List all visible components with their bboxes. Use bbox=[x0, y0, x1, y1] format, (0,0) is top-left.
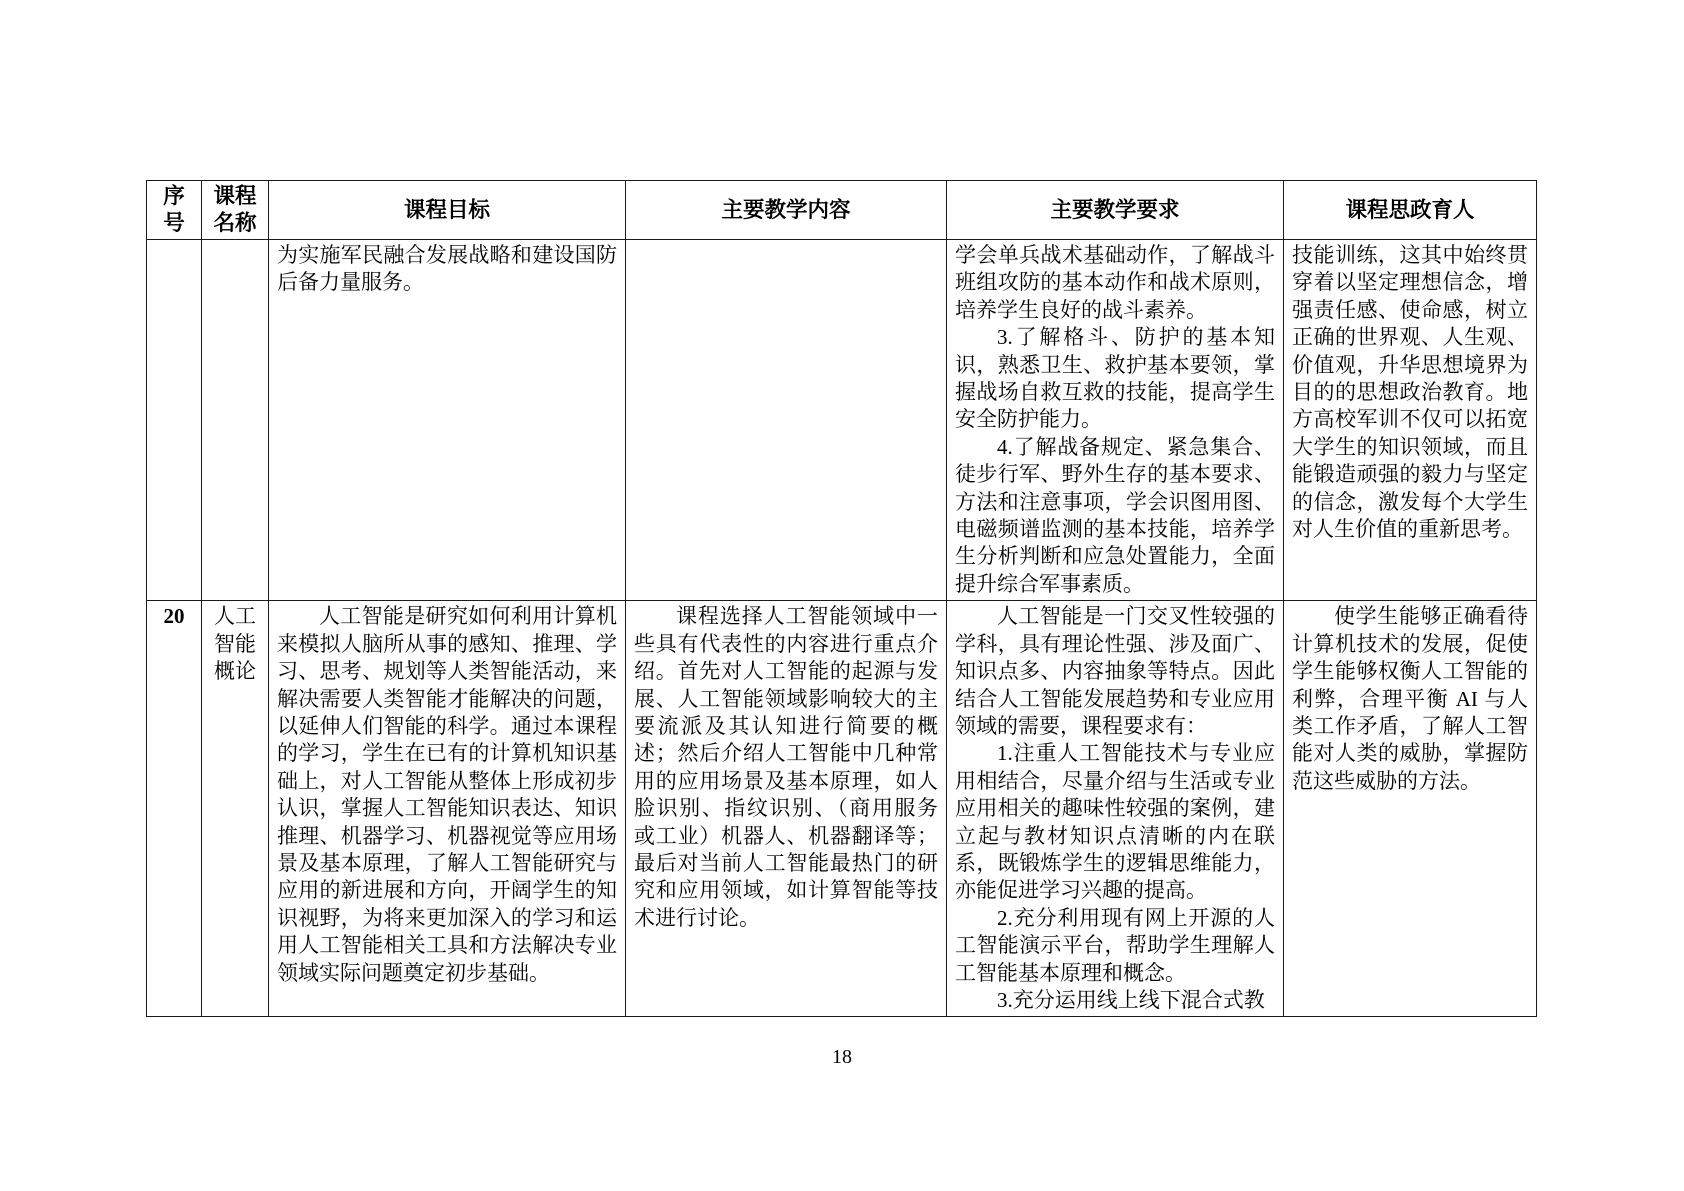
header-objectives: 课程目标 bbox=[269, 181, 626, 240]
cell-objectives bbox=[269, 240, 626, 601]
cell-requirements bbox=[947, 240, 1284, 601]
table-header bbox=[147, 181, 1537, 240]
header-requirements: 主要教学要求 bbox=[947, 181, 1284, 240]
header-seq: 序号 bbox=[147, 181, 202, 240]
cell-course-name: 人工智能概论 bbox=[202, 601, 269, 1017]
requirements-paragraph: 1.注重人工智能技术与专业应用相结合，尽量介绍与生活或专业应用相关的趣味性较强的案例，建立起与教材知识点清晰的内在联系，既锻炼学生的逻辑思维能力，亦能促进学习兴趣的提高。 bbox=[955, 741, 1275, 903]
requirements-paragraph: 3.充分运用线上线下混合式教 bbox=[997, 987, 1265, 1012]
requirements-paragraph: 3.了解格斗、防护的基本知识，熟悉卫生、救护基本要领，掌握战场自救互救的技能，提高学生安全防护能力。 bbox=[955, 325, 1275, 432]
header-content: 主要教学内容 bbox=[626, 181, 947, 240]
cell-ideology bbox=[1284, 240, 1537, 601]
cell-ideology bbox=[1284, 601, 1537, 1017]
cell-seq-empty bbox=[147, 240, 202, 601]
requirements-paragraph: 2.充分利用现有网上开源的人工智能演示平台，帮助学生理解人工智能基本原理和概念。 bbox=[955, 905, 1275, 985]
content-paragraph: 课程选择人工智能领域中一些具有代表性的内容进行重点介绍。首先对人工智能的起源与发展、人工智能领域影响较大的主要流派及其认知进行简要的概述；然后介绍人工智能中几种常用的应用场景及基本原理，如人脸识别、指纹识别、（商用服务或工业）机器人、机器翻译等；最后对当前人工智能最热门的研究和应用领域，如计算智能等技术进行讨论。 bbox=[634, 604, 938, 930]
course-syllabus-table bbox=[146, 180, 1537, 1017]
cell-requirements bbox=[947, 601, 1284, 1017]
objectives-paragraph: 为实施军民融合发展战略和建设国防后备力量服务。 bbox=[277, 243, 617, 295]
cell-course-name-empty bbox=[202, 240, 269, 601]
header-ideology: 课程思政育人 bbox=[1284, 181, 1537, 240]
ideology-paragraph: 技能训练，这其中始终贯穿着以坚定理想信念，增强责任感、使命感，树立正确的世界观、人生观、价值观，升华思想境界为目的的思想政治教育。地方高校军训不仅可以拓宽大学生的知识领域，而且能锻造顽强的毅力与坚定的信念，激发每个大学生对人生价值的重新思考。 bbox=[1292, 243, 1528, 542]
header-course-name: 课程名称 bbox=[202, 181, 269, 240]
page-number: 18 bbox=[832, 1046, 852, 1068]
requirements-paragraph: 人工智能是一门交叉性较强的学科，具有理论性强、涉及面广、知识点多、内容抽象等特点。因此结合人工智能发展趋势和专业应用领域的需要，课程要求有： bbox=[955, 604, 1275, 738]
ideology-paragraph: 使学生能够正确看待计算机技术的发展，促使学生能够权衡人工智能的利弊，合理平衡 AI 与人类工作矛盾，了解人工智能对人类的威胁，掌握防范这些威胁的方法。 bbox=[1292, 604, 1528, 793]
table-row-continuation bbox=[147, 240, 1537, 601]
table-row-20 bbox=[147, 601, 1537, 1017]
objectives-paragraph: 人工智能是研究如何利用计算机来模拟人脑所从事的感知、推理、学习、思考、规划等人类智能活动，来解决需要人类智能才能解决的问题，以延伸人们智能的科学。通过本课程的学习，学生在已有的计算机知识基础上，对人工智能从整体上形成初步认识，掌握人工智能知识表达、知识推理、机器学习、机器视觉等应用场景及基本原理，了解人工智能研究与应用的新进展和方向，开阔学生的知识视野，为将来更加深入的学习和运用人工智能相关工具和方法解决专业领域实际问题奠定初步基础。 bbox=[277, 604, 617, 985]
cell-content-empty bbox=[626, 240, 947, 601]
cell-seq: 20 bbox=[147, 601, 202, 1017]
header-row bbox=[147, 181, 1537, 240]
requirements-paragraph: 学会单兵战术基础动作，了解战斗班组攻防的基本动作和战术原则，培养学生良好的战斗素养。 bbox=[955, 243, 1275, 322]
requirements-paragraph: 4.了解战备规定、紧急集合、徒步行军、野外生存的基本要求、方法和注意事项，学会识图用图、电磁频谱监测的基本技能，培养学生分析判断和应急处置能力，全面提升综合军事素质。 bbox=[955, 434, 1275, 596]
cell-objectives bbox=[269, 601, 626, 1017]
cell-content bbox=[626, 601, 947, 1017]
